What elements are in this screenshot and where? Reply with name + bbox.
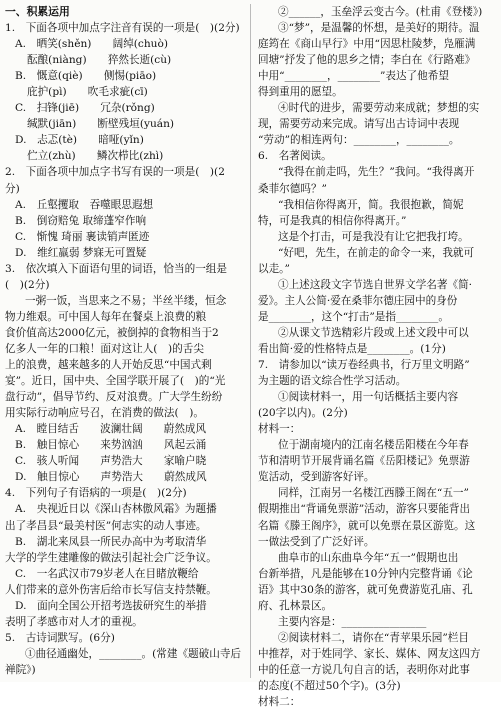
text-line: (20字以内)。(2分) <box>258 407 348 420</box>
question-line: 4. 下列句子有语病的一项是( )(2分) <box>5 487 187 500</box>
text-line: 中的任意一方说几句自言的话，表明你对此事 <box>258 663 470 676</box>
text-line: C. 扫锋(jiē) 冗杂(rǒng) <box>15 102 155 115</box>
question-line: 3. 依次填入下面语句里的词语，恰当的一组是 <box>5 262 227 275</box>
text-line: 语》其中30条的游客，就可免费游览孔庙、孔 <box>258 583 473 596</box>
question-line: 7. 请参加以“读万卷经典书，行万里文明路” <box>258 359 470 372</box>
text-line: A. 瞠目结舌 波澜壮阔 蔚然成风 <box>15 423 207 436</box>
text-line: “我得在前走吗，先生？”我问。“我得离开 <box>278 166 475 179</box>
question-line: ( )(2分) <box>5 278 50 291</box>
section-heading: 一、积累运用 <box>5 5 70 18</box>
text-line: 名篇《滕王阁序》，就可以免票在景区游览。这 <box>258 519 476 532</box>
text-line: 中推荐，对于姓同学、家长、媒体、网友这四方 <box>258 647 481 660</box>
text-line: ②______，玉垒浮云变古今。(杜甫《登楼》) <box>278 6 483 18</box>
text-line: 桑菲尔德吗？” <box>258 182 327 195</box>
text-line: “好吧，先生，在前走的命令一来，我就可 <box>278 246 475 259</box>
text-line: 盘行动”，倡导节约、反对浪费。广大学生纷纷 <box>5 391 223 404</box>
text-line: B. 湖北来凤县一所民办高中为考取清华 <box>15 535 207 548</box>
text-line: 得到重用的愿望。 <box>258 86 343 99</box>
text-line: “劳动”的相连两句：________，________。 <box>258 134 460 147</box>
text-line: ②从课文节选精彩片段或上述文段中可以 <box>278 326 469 339</box>
text-line: ②阅读材料二，请你在“青苹果乐园”栏目 <box>278 631 469 644</box>
text-line: 这是个打击，可是我没有让它把我打垮。 <box>278 230 469 243</box>
text-line: 节和清明节开展背诵名篇《岳阳楼记》免票游 <box>258 455 470 468</box>
text-line: 看出简·爱的性格特点是________。(1分) <box>258 342 446 355</box>
text-line: ①阅读材料一，用一句话概括主要内容 <box>278 391 459 404</box>
text-line: 大学的学生建雕像的做法引起社会广泛争议。 <box>5 551 217 564</box>
text-line: 以走。” <box>258 262 290 275</box>
text-line: A. 晒笑(shěn) 阔绰(chuò) <box>15 38 169 51</box>
text-line: ①上述这段文字节选自世界文学名著《简· <box>278 278 473 291</box>
text-line: 表明了孝感市对人才的重视。 <box>5 615 143 628</box>
text-line: 伫立(zhù) 鳞次栉比(zhì) <box>27 150 164 163</box>
text-line: 主要内容是：________________ <box>278 615 427 628</box>
question-line: 分) <box>5 182 20 195</box>
text-line: 一做法受到了广泛好评。 <box>258 535 375 548</box>
text-line: 材料二： <box>258 696 301 709</box>
text-line: C. 一名武汉市79岁老人在目睹放鞭给 <box>15 567 199 580</box>
text-line: 的态度(不超过50个字)。(3分) <box>258 679 401 692</box>
text-line: 庭筠在《商山早行》中用“因思杜陵梦，凫雁满 <box>258 38 476 51</box>
text-line: 出了孝昌县“最美村医”何志实的动人事迹。 <box>5 519 207 532</box>
text-line: 人们带来的意外伤害后给市长写信支持禁鞭。 <box>5 583 217 596</box>
text-line: 台新举措，凡是能够在10分钟内完整背诵《论 <box>258 567 473 580</box>
text-line: ③“梦”，是温馨的怀想，是美好的期待。温 <box>278 22 480 35</box>
text-line: 特，可是我真的相信你得离开。” <box>258 214 407 227</box>
question-line: 6. 名著阅读。 <box>258 150 332 163</box>
left-column <box>5 4 243 678</box>
text-line: 亿多人一年的口粮！面对这让人( )的舌尖 <box>5 342 204 355</box>
text-line: 宴”。近日，国中央、全国学联开展了( )的“光 <box>5 375 226 388</box>
text-line: 物力维艰。可中国人每年在餐桌上浪费的粮 <box>5 310 207 323</box>
text-line: ①曲径通幽处，________。(常建《题破山寺后 <box>25 647 242 660</box>
text-line: C. 骇人听闻 声势浩大 家喻户晓 <box>15 455 207 468</box>
question-line: 5. 古诗词默写。(6分) <box>5 631 115 644</box>
text-line: 府、孔林景区。 <box>258 599 333 612</box>
text-line: 用实际行动响应号召，在消费的做法( )。 <box>5 407 204 420</box>
text-line: C. 惭愧 琦丽 裹读销声匿迹 <box>15 230 150 243</box>
text-line: D. 面向全国公开招考选拔研究生的举措 <box>15 599 207 612</box>
text-line: 为主题的语文综合性学习活动。 <box>258 375 407 388</box>
text-line: 曲阜市的山东曲阜今年“五一”假期也出 <box>278 551 459 564</box>
text-line: B. 触目惊心 来势汹汹 风起云涌 <box>15 439 207 452</box>
text-line: 是________，这个“打击”是指________。 <box>258 310 449 323</box>
text-line: ④时代的进步，需要劳动来成就；梦想的实 <box>278 102 480 115</box>
text-line: 酝酿(niàng) 猝然长逝(cù) <box>27 54 172 67</box>
text-line: 禅院》) <box>5 663 36 676</box>
question-line: 2. 下面各项中加点字书写有误的一项是( )(2 <box>5 166 225 179</box>
text-line: 回塘”抒发了他的思乡之情；李白在《行路难》 <box>258 54 476 67</box>
text-line: 中用“________，________”表达了他希望 <box>258 70 449 83</box>
text-line: 庇护(pì) 吹毛求疵(cī) <box>27 86 148 99</box>
text-line: 位于湖南境内的江南名楼岳阳楼在今年春 <box>278 439 469 452</box>
text-line: D. 忐忑(tè) 暗哑(yǐn) <box>15 134 144 147</box>
question-line: 1. 下面各项中加点字注音有误的一项是( )(2分) <box>5 22 240 35</box>
text-line: 假期推出“背诵免票游”活动，游客只要能背出 <box>258 503 471 516</box>
text-line: B. 倒窃赔兔 取缔蓬窄作响 <box>15 214 147 227</box>
text-line: “我相信你得离开，简。我很抱歉，简妮 <box>278 198 464 211</box>
text-line: 一粥一饭，当思来之不易；半丝半缕，恒念 <box>25 294 227 307</box>
text-line: D. 触目惊心 声势浩大 蔚然成风 <box>15 471 207 484</box>
text-line: 食价值高达2000亿元，被倒掉的食物相当于2 <box>5 326 219 339</box>
text-line: 现，需要劳动来完成。请写出古诗词中表现 <box>258 118 460 131</box>
text-line: A. 丘壑攫取 吞噬眼思遐想 <box>15 198 154 211</box>
text-line: 材料一： <box>258 423 301 436</box>
text-line: D. 维红羸弱 梦寐无可置疑 <box>15 246 147 259</box>
text-line: 缄默(jiān) 断壁残垣(yuán) <box>27 118 175 131</box>
text-line: 爱》。主人公简·爱在桑菲尔德庄园中的身份 <box>258 294 458 307</box>
text-line: B. 慨意(qiè) 侧惕(piāo) <box>15 70 157 83</box>
right-column <box>258 4 496 710</box>
text-line: 上的浪费，越来越多的人开始反思“中国式剩 <box>5 359 212 372</box>
text-line: 览活动，受到游客好评。 <box>258 471 375 484</box>
text-line: 同样，江南另一名楼江西滕王阁在“五一” <box>278 487 469 500</box>
column-divider <box>250 4 251 678</box>
text-line: A. 央视近日以《深山杏林傲风霜》为题播 <box>15 503 217 516</box>
